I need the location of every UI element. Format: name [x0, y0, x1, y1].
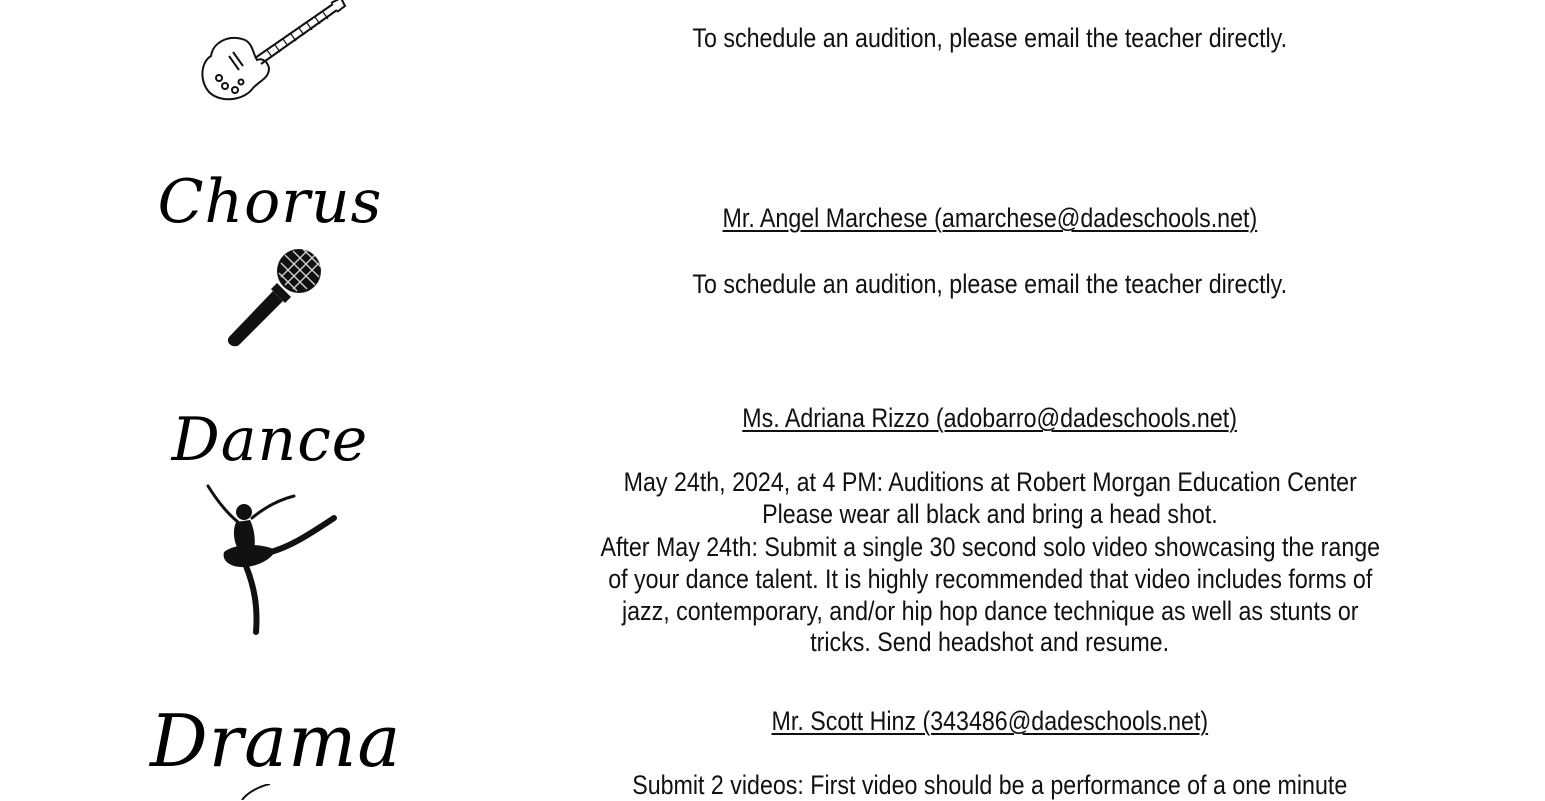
- dance-line-3: After May 24th: Submit a single 30 second solo video showcasing the range: [600, 532, 1380, 562]
- dance-contact[interactable]: Ms. Adriana Rizzo (adobarro@dadeschools.net): [742, 403, 1238, 433]
- dance-line-1: May 24th, 2024, at 4 PM: Auditions at Robert Morgan Education Center: [623, 467, 1357, 497]
- dance-line-5: jazz, contemporary, and/or hip hop dance technique as well as stunts or: [621, 596, 1359, 626]
- drama-title: Drama: [150, 699, 402, 783]
- dance-line-6: tricks. Send headshot and resume.: [810, 627, 1170, 657]
- theater-mask-icon: [238, 784, 278, 800]
- microphone-icon: [215, 245, 325, 350]
- drama-line-1: Submit 2 videos: First video should be a performance of a one minute: [632, 770, 1348, 800]
- guitar-icon: [195, 0, 350, 105]
- dance-line-2: Please wear all black and bring a head shot.: [762, 499, 1218, 529]
- dance-title: Dance: [171, 405, 369, 475]
- ballerina-icon: [200, 482, 340, 642]
- chorus-title: Chorus: [157, 167, 383, 237]
- chorus-instructions: To schedule an audition, please email the teacher directly.: [692, 269, 1288, 299]
- dance-line-4: of your dance talent. It is highly recommended that video includes forms of: [607, 564, 1373, 594]
- chorus-contact[interactable]: Mr. Angel Marchese (amarchese@dadeschools.net): [722, 203, 1258, 233]
- drama-contact[interactable]: Mr. Scott Hinz (343486@dadeschools.net): [771, 706, 1209, 736]
- guitar-instructions: To schedule an audition, please email the teacher directly.: [692, 23, 1288, 53]
